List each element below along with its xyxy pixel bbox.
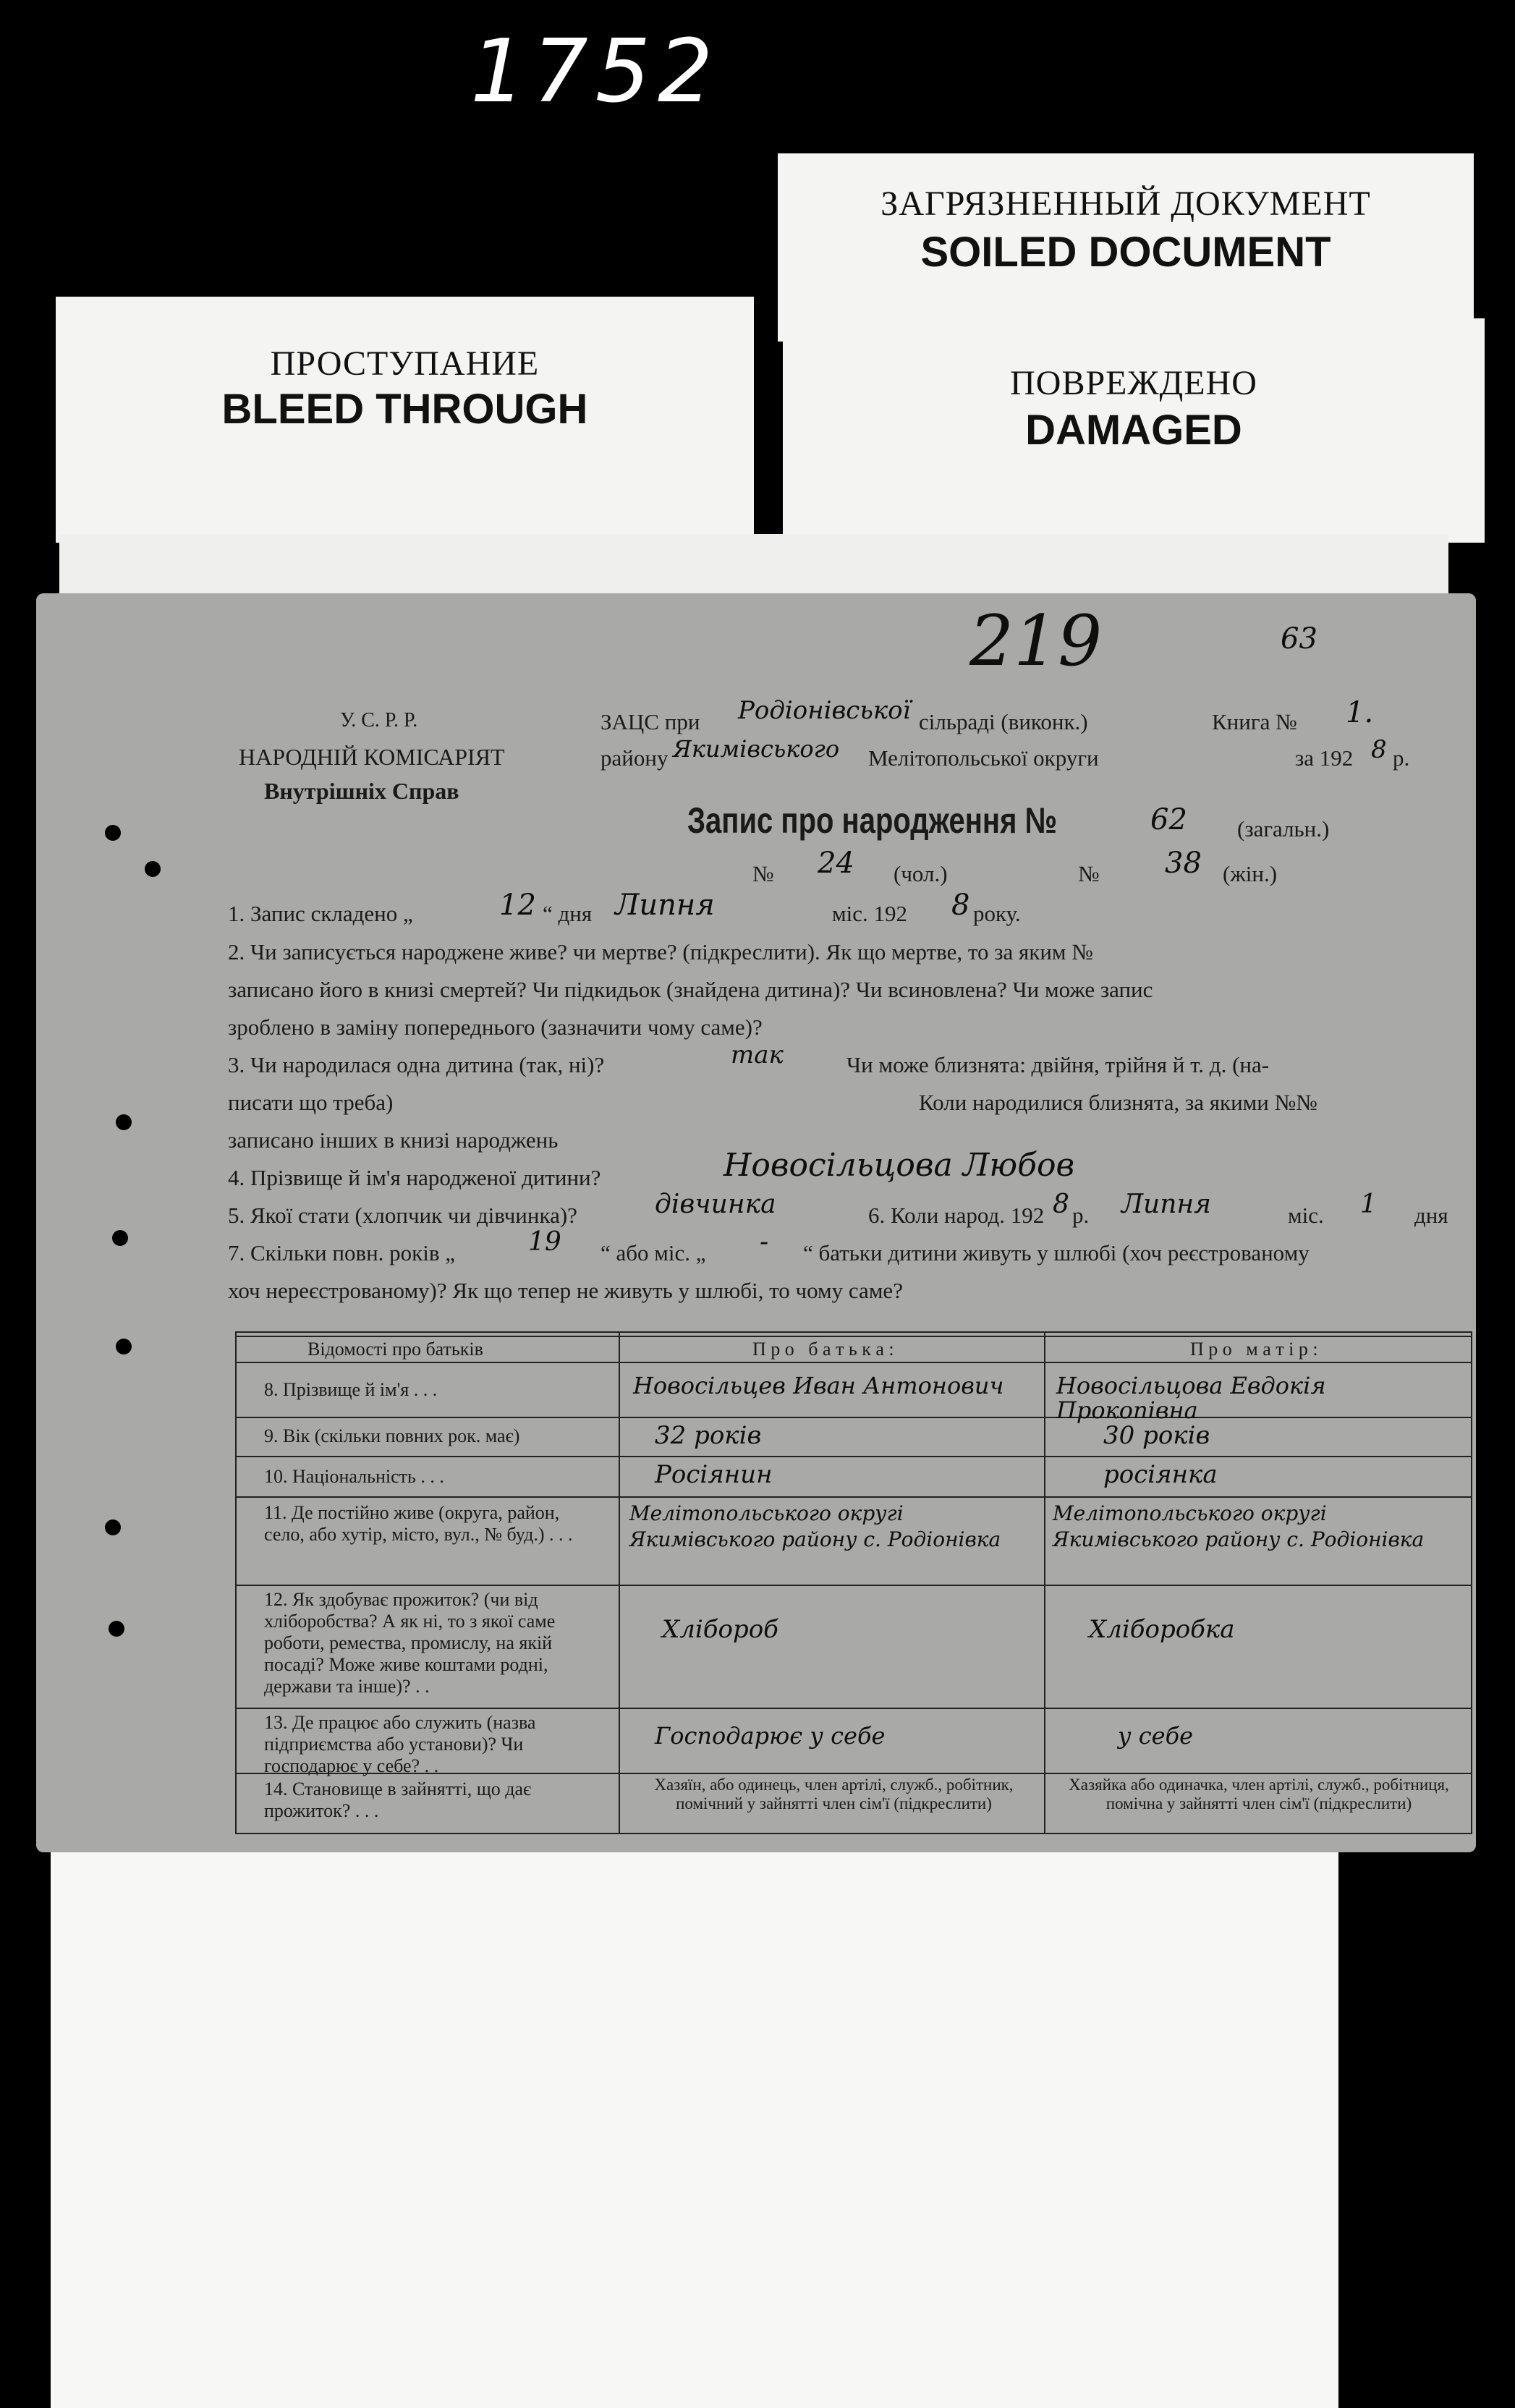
q7-months: - — [760, 1227, 769, 1257]
q7-line2: хоч нереєстрованому)? Як що тепер не живуть у шлюбі, то чому саме? — [228, 1278, 903, 1303]
q3-twins-numbers: Коли народилися близнята, за якими №№ — [919, 1090, 1317, 1115]
damaged-en-label: DAMAGED — [1025, 407, 1242, 454]
frame-number: 1752 — [470, 22, 721, 122]
male-number-label: № — [752, 861, 774, 886]
q1-day: 12 — [499, 889, 536, 922]
father-age: 32 років — [655, 1421, 762, 1450]
q7-marriage: “ батьки дитини живуть у шлюбі (хоч реєстрованому — [803, 1240, 1310, 1266]
q6-year-suffix: р. — [1072, 1203, 1090, 1228]
q1-year: 8 — [951, 889, 970, 922]
damage-hole — [105, 825, 121, 841]
mother-nationality: росіянка — [1103, 1460, 1218, 1489]
q6-year: 8 — [1053, 1190, 1069, 1219]
father-workplace: Господарює у себе — [655, 1722, 886, 1750]
male-number-hand: 24 — [818, 847, 854, 880]
damage-hole — [109, 1621, 124, 1637]
q7-months-label: “ або міс. „ — [601, 1240, 706, 1266]
bleed-ru-label: ПРОСТУПАНИЕ — [270, 344, 540, 383]
damaged-ru-label: ПОВРЕЖДЕНО — [1010, 364, 1257, 402]
damage-hole — [116, 1339, 132, 1354]
q7-years: 19 — [528, 1227, 561, 1257]
row-label: 11. Де постійно живе (округа, район, село, або хутір, місто, вул., № буд.) . . . — [264, 1502, 573, 1545]
year-label: за 192 — [1295, 745, 1354, 771]
record-number-hand: 62 — [1150, 803, 1187, 836]
q2-line2: записано його в книзі смертей? Чи підкидьок (знайдена дитина)? Чи всиновлена? Чи може запис — [228, 977, 1153, 1002]
header-commissariat: НАРОДНІЙ КОМІСАРІЯТ — [239, 744, 505, 770]
female-number-hand: 38 — [1165, 847, 1202, 880]
q3-twins: Чи може близнята: двійня, трійня й т. д. (на- — [846, 1052, 1270, 1077]
q2-line1: 2. Чи записується народжене живе? чи мертве? (підкреслити). Як що мертве, то за яким № — [228, 939, 1093, 965]
zacs-hand: Родіонівської — [738, 696, 911, 725]
card-small-number: 63 — [1281, 622, 1317, 656]
soiled-ru-label: ЗАГРЯЗНЕННЫЙ ДОКУМЕНТ — [880, 185, 1371, 223]
year-hand: 8 — [1371, 735, 1387, 764]
damage-hole — [105, 1519, 121, 1535]
father-name: Новосільцев Иван Антонович — [633, 1372, 1004, 1399]
female-suffix: (жін.) — [1223, 861, 1278, 886]
father-employment-status: Хазяїн, або одинець, член артілі, служб., робітник, помічний у зайнятті член сім'ї (підкреслити) — [654, 1776, 1014, 1813]
col-header-info: Відомості про батьків — [307, 1339, 483, 1360]
q6-month: Липня — [1121, 1190, 1211, 1219]
row-label: 12. Як здобуває прожиток? (чи від хліборобства? А як ні, то з якої саме роботи, ремества, промислу, на якій посаді? Може живе коштами родні, держави та інше)? . . — [264, 1589, 556, 1697]
q6-day: 1 — [1360, 1190, 1377, 1219]
record-title: Запис про народження № — [687, 800, 1058, 841]
father-residence: Мелітопольського округі Якимівського району с. Родіонівка — [629, 1501, 1001, 1551]
birth-record-card — [36, 593, 1476, 1852]
q3-line3: записано інших в книзі народжень — [228, 1127, 559, 1153]
q2-line3: зроблено в заміну попереднього (зазначити чому саме)? — [228, 1014, 763, 1040]
header-internal-affairs: Внутрішніх Справ — [264, 778, 459, 804]
zacs-label: ЗАЦС при — [601, 709, 700, 734]
raion-hand: Якимівського — [673, 735, 840, 763]
q1-label: 1. Запис складено „ — [228, 901, 413, 926]
bleed-through-target — [56, 297, 754, 543]
header-usrr: У. С. Р. Р. — [340, 709, 418, 732]
row-label: 10. Національність . . . — [264, 1466, 444, 1487]
mother-name: Новосільцова Евдокія Прокопівна — [1056, 1372, 1326, 1424]
damage-hole — [116, 1114, 132, 1130]
q5-sex: дівчинка — [655, 1190, 776, 1219]
male-suffix: (чол.) — [894, 861, 948, 886]
q6-label: 6. Коли народ. 192 — [868, 1203, 1045, 1228]
damage-hole — [112, 1230, 128, 1246]
q3-line1: 3. Чи народилася одна дитина (так, ні)? — [228, 1052, 605, 1077]
backing-strip — [59, 534, 1448, 599]
record-total-label: (загальн.) — [1237, 816, 1330, 841]
female-number-label: № — [1078, 861, 1100, 886]
card-number: 219 — [969, 601, 1103, 682]
row-label: 14. Становище в зайнятті, що дає прожиток? . . . — [264, 1779, 532, 1821]
row-label: 13. Де працює або служить (назва підприємства або установи)? Чи господарює у себе? . . — [264, 1712, 536, 1776]
row-label: 9. Вік (скільки повних рок. має) — [264, 1425, 520, 1446]
q5-label: 5. Якої стати (хлопчик чи дівчинка)? — [228, 1203, 577, 1228]
father-nationality: Росіянин — [655, 1460, 773, 1489]
soiled-en-label: SOILED DOCUMENT — [920, 229, 1331, 276]
zacs-suffix: сільраді (виконк.) — [919, 709, 1088, 734]
mother-age: 30 років — [1103, 1421, 1210, 1450]
mother-employment-status: Хазяйка або одиначка, член артілі, служб., робітниця, помічна у зайнятті член сім'ї (підкреслити) — [1069, 1776, 1449, 1813]
q4-child-name: Новосільцова Любов — [723, 1147, 1075, 1184]
mother-residence: Мелітопольського округі Якимівського району с. Родіонівка — [1053, 1501, 1425, 1551]
q3-hand: так — [731, 1040, 784, 1069]
row-label: 8. Прізвище й ім'я . . . — [264, 1379, 438, 1400]
q3-line2: писати що треба) — [228, 1090, 394, 1115]
backing-paper — [51, 1852, 1338, 2408]
q6-month-suffix: міс. — [1288, 1203, 1324, 1228]
book-label: Книга № — [1212, 709, 1297, 734]
q1-month-suffix: міс. 192 — [832, 901, 907, 926]
damaged-target — [783, 318, 1485, 543]
raion-suffix: Мелітопольської округи — [868, 745, 1099, 771]
damage-hole — [145, 861, 161, 877]
q7-label: 7. Скільки повн. років „ — [228, 1240, 455, 1266]
col-header-mother: П р о м а т і р : — [1190, 1339, 1318, 1360]
parents-table — [235, 1331, 1472, 1834]
mother-workplace: у себе — [1118, 1722, 1194, 1750]
soiled-document-target — [778, 153, 1474, 342]
mother-occupation: Хліборобка — [1089, 1615, 1235, 1644]
year-suffix: р. — [1393, 745, 1410, 771]
q1-month: Липня — [615, 889, 715, 922]
bleed-en-label: BLEED THROUGH — [221, 386, 588, 433]
q6-day-suffix: дня — [1414, 1203, 1448, 1228]
raion-label: району — [601, 745, 669, 771]
q1-day-suffix: “ дня — [543, 901, 593, 926]
father-occupation: Хлібороб — [662, 1615, 778, 1644]
q4-label: 4. Прізвище й ім'я народженої дитини? — [228, 1165, 601, 1190]
q1-year-suffix: року. — [973, 901, 1021, 926]
book-hand: 1. — [1346, 696, 1374, 729]
col-header-father: П р о б а т ь к а : — [752, 1339, 894, 1360]
